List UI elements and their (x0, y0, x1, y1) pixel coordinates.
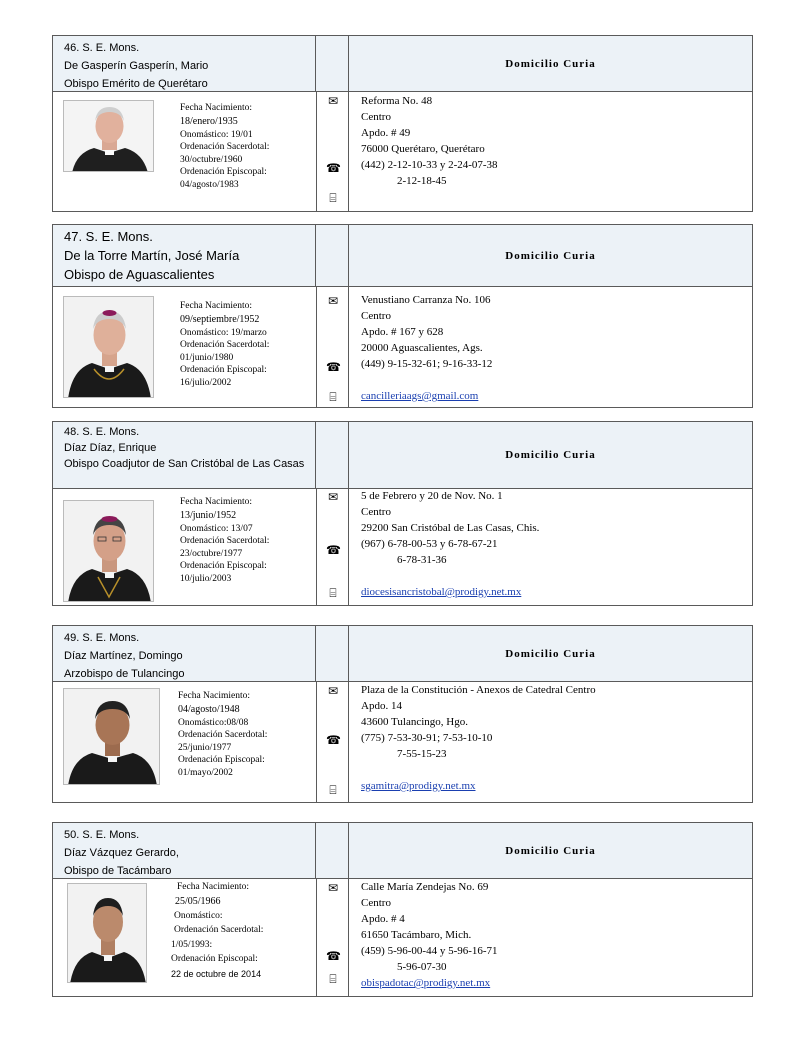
icon-column (316, 488, 349, 605)
entry-header (53, 626, 752, 682)
email-link[interactable]: sgamitra@prodigy.net.mx (361, 780, 476, 792)
ordination-bishop-date: 01/mayo/2002 (178, 767, 233, 778)
header-icon-cell (316, 823, 349, 878)
entry-number-title: 49. S. E. Mons. (64, 632, 140, 644)
icon-column (316, 878, 349, 996)
address-block (361, 292, 492, 404)
entry-name-block (53, 36, 316, 91)
address-street: Venustiano Carranza No. 106 (361, 294, 491, 306)
birth-date: 09/septiembre/1952 (180, 313, 260, 325)
header-icon-cell (316, 225, 349, 286)
directory-entry-50 (52, 822, 753, 997)
entry-header (53, 225, 752, 287)
onomastic: Onomástico: 19/01 (180, 129, 253, 140)
fax-icon: ⌸ (329, 972, 337, 986)
ordination-priest-date: 23/octubre/1977 (180, 548, 243, 559)
ordination-priest-date: 25/junio/1977 (178, 742, 232, 753)
address-street: Calle María Zendejas No. 69 (361, 881, 489, 893)
telephone-icon: ☎ (326, 949, 341, 963)
directory-entry-48 (52, 421, 753, 606)
address-block (361, 488, 539, 600)
entry-number-title: 50. S. E. Mons. (64, 829, 140, 841)
entry-header (53, 823, 752, 879)
birth-label: Fecha Nacimiento: (180, 301, 253, 311)
ordination-priest-date: 1/05/1993: (171, 939, 213, 950)
phone-line-extra: 2-12-18-45 (397, 175, 447, 187)
dates-block (171, 880, 263, 981)
address-pobox: Apdo. # 167 y 628 (361, 326, 444, 338)
address-city: 20000 Aguascalientes, Ags. (361, 342, 483, 354)
birth-label: Fecha Nacimiento: (178, 691, 251, 701)
portrait-photo (67, 883, 147, 983)
address-pobox: Apdo. # 4 (361, 913, 405, 925)
ordination-priest-label: Ordenación Sacerdotal: (180, 340, 270, 350)
email-link[interactable]: obispadotac@prodigy.net.mx (361, 977, 491, 989)
directory-entry-47 (52, 224, 753, 408)
telephone-icon: ☎ (326, 543, 341, 557)
domicilio-curia-label: Domicilio Curia (505, 249, 596, 262)
entry-body (53, 91, 752, 211)
telephone-icon: ☎ (326, 161, 341, 175)
mail-envelope-icon: ✉ (327, 94, 339, 108)
dates-block (180, 300, 269, 389)
domicilio-curia-label: Domicilio Curia (505, 57, 596, 70)
phone-line: (459) 5-96-00-44 y 5-96-16-71 (361, 945, 498, 957)
mail-envelope-icon: ✉ (327, 490, 339, 504)
address-pobox: Apdo. # 49 (361, 127, 411, 139)
email-link[interactable]: cancilleriaags@gmail.com (361, 390, 479, 402)
icon-column (316, 91, 349, 211)
entry-header (53, 36, 752, 92)
ordination-priest-date: 01/junio/1980 (180, 352, 234, 363)
entry-office: Obispo de Tacámbaro (64, 865, 172, 877)
address-city: 76000 Querétaro, Querétaro (361, 143, 485, 155)
portrait-photo (63, 688, 160, 785)
phone-line: (775) 7-53-30-91; 7-53-10-10 (361, 732, 493, 744)
entry-name: Díaz Díaz, Enrique (64, 442, 157, 454)
entry-name-block (53, 823, 316, 878)
address-street: Reforma No. 48 (361, 95, 433, 107)
phone-line-extra: 7-55-15-23 (397, 748, 447, 760)
ordination-priest-label: Ordenación Sacerdotal: (174, 925, 264, 935)
entry-name: Díaz Martínez, Domingo (64, 650, 183, 662)
entry-header (53, 422, 752, 489)
portrait-photo (63, 100, 154, 172)
directory-entry-49 (52, 625, 753, 803)
address-pobox: Apdo. 14 (361, 700, 402, 712)
domicilio-curia-label: Domicilio Curia (505, 449, 596, 461)
ordination-priest-label: Ordenación Sacerdotal: (178, 730, 268, 740)
address-area: Centro (361, 310, 391, 322)
portrait-photo (63, 296, 154, 398)
domicilio-curia-label: Domicilio Curia (505, 647, 596, 660)
portrait-photo (63, 500, 154, 602)
ordination-bishop-date: 10/julio/2003 (180, 573, 232, 584)
ordination-priest-label: Ordenación Sacerdotal: (180, 142, 270, 152)
address-city: 29200 San Cristóbal de Las Casas, Chis. (361, 522, 540, 534)
header-icon-cell (316, 422, 349, 488)
fax-icon: ⌸ (329, 783, 337, 797)
ordination-bishop-label: Ordenación Episcopal: (171, 954, 258, 964)
address-street: 5 de Febrero y 20 de Nov. No. 1 (361, 490, 503, 502)
ordination-bishop-label: Ordenación Episcopal: (180, 365, 267, 375)
fax-icon: ⌸ (329, 191, 337, 205)
onomastic: Onomástico: 13/07 (180, 523, 253, 534)
address-area: Centro (361, 111, 391, 123)
dates-block (180, 102, 269, 191)
address-block (361, 879, 498, 991)
address-area: Centro (361, 897, 391, 909)
entry-name: De Gasperín Gasperín, Mario (64, 60, 209, 72)
entry-number-title: 47. S. E. Mons. (64, 229, 153, 244)
entry-name: De la Torre Martín, José María (64, 248, 240, 263)
birth-label: Fecha Nacimiento: (180, 103, 253, 113)
birth-date: 04/agosto/1948 (178, 703, 240, 715)
header-icon-cell (316, 36, 349, 91)
ordination-bishop-date: 16/julio/2002 (180, 377, 232, 388)
entry-office: Arzobispo de Tulancingo (64, 668, 185, 680)
dates-block (180, 496, 269, 585)
onomastic: Onomástico:08/08 (178, 717, 249, 728)
birth-label: Fecha Nacimiento: (177, 882, 250, 892)
entry-office: Obispo Coadjutor de San Cristóbal de Las Casas (64, 458, 305, 470)
ordination-bishop-label: Ordenación Episcopal: (180, 167, 267, 177)
phone-line: (967) 6-78-00-53 y 6-78-67-21 (361, 538, 498, 550)
directory-entry-46 (52, 35, 753, 212)
domicilio-curia-label: Domicilio Curia (505, 844, 596, 857)
phone-line-extra: 6-78-31-36 (397, 554, 447, 566)
birth-date: 25/05/1966 (175, 895, 221, 907)
icon-column (316, 681, 349, 802)
telephone-icon: ☎ (326, 733, 341, 747)
address-block (361, 93, 498, 189)
ordination-priest-date: 30/octubre/1960 (180, 154, 243, 165)
email-link[interactable]: diocesisancristobal@prodigy.net.mx (361, 586, 522, 598)
ordination-bishop-date: 22 de octubre de 2014 (171, 968, 262, 979)
entry-name-block (53, 225, 316, 286)
fax-icon: ⌸ (329, 390, 337, 404)
address-city: 43600 Tulancingo, Hgo. (361, 716, 468, 728)
birth-date: 18/enero/1935 (180, 115, 238, 127)
entry-name-block (53, 626, 316, 681)
entry-number-title: 46. S. E. Mons. (64, 42, 140, 54)
birth-label: Fecha Nacimiento: (180, 497, 253, 507)
entry-body (53, 878, 752, 996)
entry-name: Díaz Vázquez Gerardo, (64, 847, 179, 859)
entry-number-title: 48. S. E. Mons. (64, 426, 140, 438)
entry-name-block (53, 422, 316, 488)
address-city: 61650 Tacámbaro, Mich. (361, 929, 472, 941)
ordination-bishop-label: Ordenación Episcopal: (178, 755, 265, 765)
mail-envelope-icon: ✉ (327, 684, 339, 698)
mail-envelope-icon: ✉ (327, 294, 339, 308)
phone-line-extra: 5-96-07-30 (397, 961, 447, 973)
onomastic: Onomástico: (174, 910, 223, 921)
entry-office: Obispo de Aguascalientes (64, 267, 215, 282)
ordination-priest-label: Ordenación Sacerdotal: (180, 536, 270, 546)
mail-envelope-icon: ✉ (327, 881, 339, 895)
entry-body (53, 488, 752, 605)
ordination-bishop-date: 04/agosto/1983 (180, 179, 239, 190)
icon-column (316, 286, 349, 407)
telephone-icon: ☎ (326, 360, 341, 374)
entry-body (53, 681, 752, 802)
fax-icon: ⌸ (329, 586, 337, 600)
phone-line: (449) 9-15-32-61; 9-16-33-12 (361, 358, 493, 370)
ordination-bishop-label: Ordenación Episcopal: (180, 561, 267, 571)
entry-body (53, 286, 752, 407)
entry-office: Obispo Emérito de Querétaro (64, 78, 208, 90)
address-block (361, 682, 596, 794)
birth-date: 13/junio/1952 (180, 509, 237, 521)
header-icon-cell (316, 626, 349, 681)
address-street: Plaza de la Constitución - Anexos de Catedral Centro (361, 684, 596, 696)
dates-block (178, 690, 267, 779)
onomastic: Onomástico: 19/marzo (180, 327, 267, 338)
phone-line: (442) 2-12-10-33 y 2-24-07-38 (361, 159, 498, 171)
address-area: Centro (361, 506, 391, 518)
